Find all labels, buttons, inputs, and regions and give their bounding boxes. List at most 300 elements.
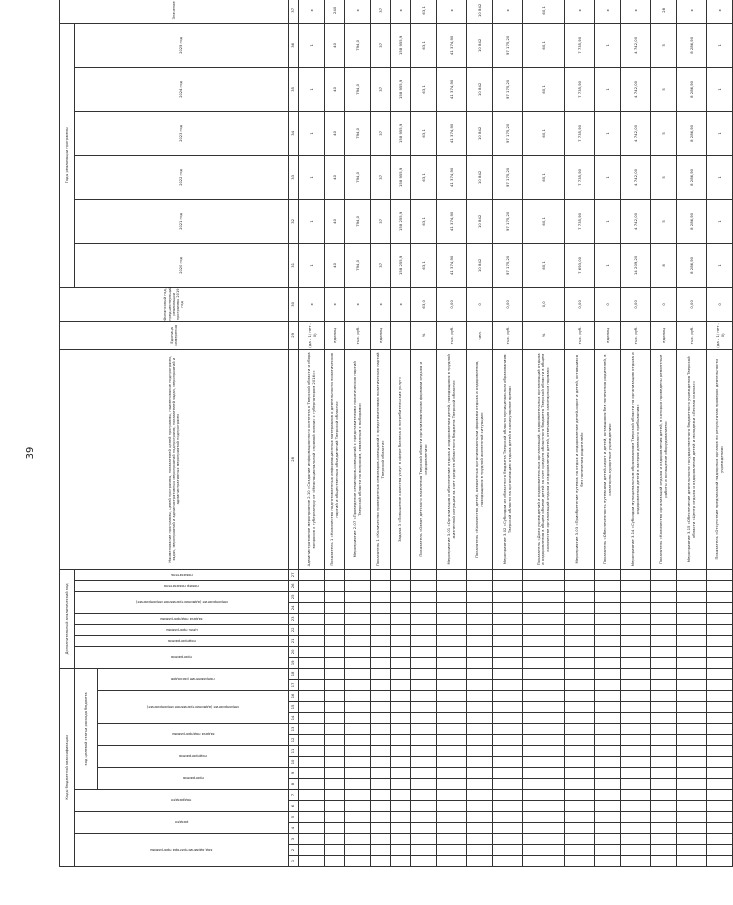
code-cell bbox=[467, 569, 493, 580]
code-cell bbox=[595, 635, 621, 646]
code-cell bbox=[467, 680, 493, 691]
code-cell bbox=[345, 613, 371, 624]
code-cell bbox=[523, 702, 565, 713]
code-cell bbox=[677, 779, 707, 790]
row-fin-year: 63,0 bbox=[411, 287, 437, 321]
header-fin-year: Финансовый год, предшествующий реализации программы 2019 год bbox=[60, 287, 289, 321]
code-cell bbox=[371, 757, 391, 768]
row-fin-year: 0 bbox=[651, 287, 677, 321]
row-year-value: 1 bbox=[595, 111, 621, 155]
code-cell bbox=[493, 735, 523, 746]
code-cell bbox=[411, 801, 437, 812]
code-cell bbox=[565, 602, 595, 613]
code-cell bbox=[677, 591, 707, 602]
row-target: х bbox=[565, 0, 595, 23]
code-cell bbox=[677, 569, 707, 580]
column-number: 36 bbox=[289, 23, 299, 67]
header-year: 2025 год bbox=[75, 23, 289, 67]
code-cell bbox=[677, 746, 707, 757]
row-target: х bbox=[299, 0, 325, 23]
row-name: Показатель 1 «Количество подготовленных информационных материалов о деятельности политических партий и общественных объединений Тверской области» bbox=[325, 349, 345, 569]
code-cell bbox=[299, 735, 325, 746]
code-cell bbox=[677, 713, 707, 724]
code-cell bbox=[345, 735, 371, 746]
row-year-value: 1 bbox=[299, 243, 325, 287]
table-row bbox=[437, 0, 467, 867]
code-cell bbox=[299, 668, 325, 679]
row-unit: (да - 1/ нет - 0) bbox=[299, 321, 325, 349]
code-cell bbox=[707, 591, 733, 602]
code-cell bbox=[467, 591, 493, 602]
code-cell bbox=[371, 713, 391, 724]
column-number: 5 bbox=[289, 812, 299, 823]
code-cell bbox=[437, 702, 467, 713]
code-cell bbox=[371, 779, 391, 790]
code-cell bbox=[371, 635, 391, 646]
code-cell bbox=[707, 613, 733, 624]
code-cell bbox=[523, 713, 565, 724]
row-year-value: 8 bbox=[651, 243, 677, 287]
row-unit: тыс. руб. bbox=[677, 321, 707, 349]
code-cell bbox=[565, 823, 595, 834]
code-cell bbox=[467, 834, 493, 845]
header-year: 2023 год bbox=[75, 111, 289, 155]
code-cell bbox=[345, 779, 371, 790]
code-cell bbox=[391, 812, 411, 823]
code-cell bbox=[595, 691, 621, 702]
table-row bbox=[565, 0, 595, 867]
code-cell bbox=[707, 856, 733, 867]
code-cell bbox=[437, 746, 467, 757]
column-number: 2 bbox=[289, 845, 299, 856]
row-target: х bbox=[621, 0, 651, 23]
code-cell bbox=[621, 757, 651, 768]
code-cell bbox=[345, 812, 371, 823]
code-cell bbox=[391, 580, 411, 591]
code-cell bbox=[325, 856, 345, 867]
code-cell bbox=[565, 580, 595, 591]
row-year-value: 8 286,90 bbox=[677, 23, 707, 67]
code-cell bbox=[437, 768, 467, 779]
code-cell bbox=[523, 735, 565, 746]
row-year-value: 41 374,90 bbox=[437, 23, 467, 67]
code-cell bbox=[621, 779, 651, 790]
row-year-value: 10 842 bbox=[467, 155, 493, 199]
code-cell bbox=[371, 691, 391, 702]
code-cell bbox=[621, 680, 651, 691]
row-name: Показатель «Отсутствие предписаний надзорных органов по результатам проверок деятельности учреждения» bbox=[707, 349, 733, 569]
code-cell bbox=[391, 724, 411, 735]
code-cell bbox=[621, 790, 651, 801]
header-name: Наименование программы, целей программы, показателей целей программы, наименование подпрограмм, задач, мероприятий и административных мероприятий подпрограмм, показателей задач, мероприятий и административных мероприятий подпрограмм bbox=[60, 349, 289, 569]
code-cell bbox=[411, 680, 437, 691]
column-number: 20 bbox=[289, 646, 299, 657]
row-year-value: 5 bbox=[651, 23, 677, 67]
code-cell bbox=[437, 668, 467, 679]
row-year-value: 5 bbox=[651, 111, 677, 155]
code-cell bbox=[523, 635, 565, 646]
code-cell bbox=[595, 569, 621, 580]
row-year-value: 7 735,90 bbox=[565, 23, 595, 67]
row-year-value: 37 bbox=[371, 23, 391, 67]
row-name: Показатель «Охват детского населения Тверской области организованными формами отдыха и оздоровления» bbox=[411, 349, 437, 569]
code-cell bbox=[565, 801, 595, 812]
code-cell bbox=[621, 735, 651, 746]
row-unit bbox=[391, 321, 411, 349]
header-razdel: раздел bbox=[75, 812, 289, 834]
row-year-value: 8 286,90 bbox=[677, 67, 707, 111]
code-cell bbox=[565, 657, 595, 668]
code-cell bbox=[651, 757, 677, 768]
header-direction: направление расходов bbox=[98, 668, 289, 690]
row-year-value: 41 374,90 bbox=[437, 67, 467, 111]
table-row bbox=[299, 0, 325, 867]
row-year-value: 1 bbox=[707, 67, 733, 111]
code-cell bbox=[325, 823, 345, 834]
row-fin-year: 0,00 bbox=[621, 287, 651, 321]
table-header bbox=[60, 0, 299, 867]
code-cell bbox=[411, 635, 437, 646]
code-cell bbox=[565, 591, 595, 602]
code-cell bbox=[467, 724, 493, 735]
code-cell bbox=[651, 801, 677, 812]
code-cell bbox=[707, 812, 733, 823]
code-cell bbox=[677, 646, 707, 657]
code-cell bbox=[411, 691, 437, 702]
header-ex-goal: цель программы bbox=[75, 624, 289, 635]
row-year-value: 63,1 bbox=[411, 243, 437, 287]
code-cell bbox=[595, 580, 621, 591]
code-cell bbox=[371, 724, 391, 735]
code-cell bbox=[467, 768, 493, 779]
row-unit: % bbox=[411, 321, 437, 349]
code-cell bbox=[437, 713, 467, 724]
code-cell bbox=[707, 680, 733, 691]
code-cell bbox=[595, 735, 621, 746]
code-cell bbox=[437, 790, 467, 801]
code-cell bbox=[493, 779, 523, 790]
code-cell bbox=[651, 635, 677, 646]
row-year-value: 794,0 bbox=[345, 243, 371, 287]
column-number: 16 bbox=[289, 691, 299, 702]
code-cell bbox=[565, 702, 595, 713]
code-cell bbox=[325, 790, 345, 801]
code-cell bbox=[371, 768, 391, 779]
code-cell bbox=[565, 812, 595, 823]
row-target: х bbox=[707, 0, 733, 23]
code-cell bbox=[565, 724, 595, 735]
code-cell bbox=[523, 591, 565, 602]
code-cell bbox=[493, 746, 523, 757]
code-cell bbox=[677, 624, 707, 635]
code-cell bbox=[299, 613, 325, 624]
row-year-value: 7 735,90 bbox=[565, 111, 595, 155]
code-cell bbox=[345, 702, 371, 713]
code-cell bbox=[391, 757, 411, 768]
row-year-value: 8 286,90 bbox=[677, 111, 707, 155]
code-cell bbox=[437, 580, 467, 591]
code-cell bbox=[345, 580, 371, 591]
code-cell bbox=[523, 779, 565, 790]
code-cell bbox=[371, 613, 391, 624]
row-year-value: 40 bbox=[325, 155, 345, 199]
column-number: 4 bbox=[289, 823, 299, 834]
code-cell bbox=[651, 724, 677, 735]
code-cell bbox=[595, 657, 621, 668]
header-budget-codes: Коды бюджетной классификации bbox=[60, 668, 75, 866]
code-cell bbox=[345, 635, 371, 646]
code-cell bbox=[467, 757, 493, 768]
code-cell bbox=[565, 613, 595, 624]
code-cell bbox=[325, 657, 345, 668]
code-cell bbox=[677, 856, 707, 867]
column-number: 25 bbox=[289, 591, 299, 602]
code-cell bbox=[493, 569, 523, 580]
row-year-value: 37 bbox=[371, 199, 391, 243]
code-cell bbox=[411, 602, 437, 613]
code-cell bbox=[621, 812, 651, 823]
row-name: Показатель «Количество организаций отдыха и оздоровления детей, в которых проведены ремонтные работы и оснащение оборудованием» bbox=[651, 349, 677, 569]
code-cell bbox=[493, 801, 523, 812]
code-cell bbox=[345, 801, 371, 812]
row-year-value: 1 bbox=[707, 243, 733, 287]
row-year-value: 4 742,00 bbox=[621, 23, 651, 67]
row-target: х bbox=[345, 0, 371, 23]
table-row bbox=[371, 0, 391, 867]
code-cell bbox=[299, 790, 325, 801]
code-cell bbox=[651, 668, 677, 679]
code-cell bbox=[493, 790, 523, 801]
code-cell bbox=[371, 735, 391, 746]
row-fin-year: х bbox=[391, 287, 411, 321]
row-unit: единиц bbox=[651, 321, 677, 349]
code-cell bbox=[677, 801, 707, 812]
code-cell bbox=[651, 691, 677, 702]
code-cell bbox=[345, 680, 371, 691]
table-row bbox=[391, 0, 411, 867]
header-ex-activity: мероприятие (административное мероприятие) bbox=[75, 591, 289, 613]
code-cell bbox=[411, 668, 437, 679]
row-fin-year: 0,00 bbox=[437, 287, 467, 321]
row-year-value: 40 bbox=[325, 243, 345, 287]
code-cell bbox=[391, 680, 411, 691]
row-year-value: 60,1 bbox=[523, 23, 565, 67]
code-cell bbox=[391, 613, 411, 624]
column-number: 22 bbox=[289, 624, 299, 635]
row-year-value: 41 374,90 bbox=[437, 155, 467, 199]
table-row bbox=[651, 0, 677, 867]
code-cell bbox=[565, 680, 595, 691]
code-cell bbox=[325, 812, 345, 823]
code-cell bbox=[325, 702, 345, 713]
column-number: 19 bbox=[289, 657, 299, 668]
code-cell bbox=[371, 569, 391, 580]
column-number: 11 bbox=[289, 746, 299, 757]
code-cell bbox=[651, 624, 677, 635]
code-cell bbox=[345, 569, 371, 580]
code-cell bbox=[299, 779, 325, 790]
code-cell bbox=[493, 580, 523, 591]
row-name: Показатель «Доля учреждений и оздоровительных организаций, оздоровительных организаций отдыха и оздоровления в общем объеме детей за счет средств областного бюджета Тверской области в общем количестве организаций отдыха и оздоровления детей, отвечающих санитарным нормам» bbox=[523, 349, 565, 569]
column-number: 15 bbox=[289, 702, 299, 713]
code-cell bbox=[437, 834, 467, 845]
code-cell bbox=[621, 580, 651, 591]
code-cell bbox=[371, 845, 391, 856]
column-number: 17 bbox=[289, 680, 299, 691]
code-cell bbox=[595, 680, 621, 691]
code-cell bbox=[371, 702, 391, 713]
code-cell bbox=[467, 624, 493, 635]
row-year-value: 97 175,20 bbox=[493, 111, 523, 155]
code-cell bbox=[651, 768, 677, 779]
code-cell bbox=[651, 613, 677, 624]
code-cell bbox=[467, 856, 493, 867]
header-task: задача подпрограммы bbox=[98, 724, 289, 746]
code-cell bbox=[651, 702, 677, 713]
header-activity: мероприятие (административное мероприятие) bbox=[98, 691, 289, 724]
column-number: 8 bbox=[289, 779, 299, 790]
row-year-value: 14 209,20 bbox=[621, 243, 651, 287]
code-cell bbox=[437, 691, 467, 702]
code-cell bbox=[345, 657, 371, 668]
code-cell bbox=[391, 779, 411, 790]
row-target: 10 842 bbox=[467, 0, 493, 23]
code-cell bbox=[299, 646, 325, 657]
code-cell bbox=[493, 702, 523, 713]
code-cell bbox=[345, 691, 371, 702]
row-year-value: 41 374,90 bbox=[437, 111, 467, 155]
code-cell bbox=[565, 768, 595, 779]
code-cell bbox=[677, 691, 707, 702]
code-cell bbox=[707, 702, 733, 713]
code-cell bbox=[391, 691, 411, 702]
header-expense-code: код целевой статьи расхода бюджета bbox=[75, 668, 98, 789]
code-cell bbox=[325, 624, 345, 635]
header-ex-task: задача подпрограммы bbox=[75, 613, 289, 624]
code-cell bbox=[523, 646, 565, 657]
code-cell bbox=[437, 724, 467, 735]
code-cell bbox=[391, 856, 411, 867]
code-cell bbox=[467, 746, 493, 757]
code-cell bbox=[651, 646, 677, 657]
code-cell bbox=[707, 624, 733, 635]
row-year-value: 158 955,9 bbox=[391, 23, 411, 67]
code-cell bbox=[299, 746, 325, 757]
code-cell bbox=[595, 646, 621, 657]
code-cell bbox=[565, 790, 595, 801]
row-fin-year: 0 bbox=[467, 287, 493, 321]
code-cell bbox=[565, 746, 595, 757]
table-row bbox=[493, 0, 523, 867]
code-cell bbox=[565, 735, 595, 746]
code-cell bbox=[523, 812, 565, 823]
row-name: Задача 3 «Повышение качества услуг в сфере бизнеса и потребительских услуг» bbox=[391, 349, 411, 569]
code-cell bbox=[345, 768, 371, 779]
code-cell bbox=[467, 845, 493, 856]
row-year-value: 63,1 bbox=[411, 199, 437, 243]
code-cell bbox=[621, 624, 651, 635]
code-cell bbox=[299, 823, 325, 834]
code-cell bbox=[621, 591, 651, 602]
table-row bbox=[467, 0, 493, 867]
code-cell bbox=[325, 635, 345, 646]
code-cell bbox=[299, 702, 325, 713]
code-cell bbox=[391, 834, 411, 845]
column-number: 30 bbox=[289, 287, 299, 321]
code-cell bbox=[411, 591, 437, 602]
code-cell bbox=[437, 613, 467, 624]
code-cell bbox=[345, 591, 371, 602]
code-cell bbox=[565, 834, 595, 845]
code-cell bbox=[707, 779, 733, 790]
code-cell bbox=[391, 646, 411, 657]
code-cell bbox=[437, 591, 467, 602]
row-year-value: 4 742,00 bbox=[621, 111, 651, 155]
header-admin: код администратора программы bbox=[75, 834, 289, 867]
code-cell bbox=[299, 812, 325, 823]
row-target: 37 bbox=[371, 0, 391, 23]
row-year-value: 37 bbox=[371, 155, 391, 199]
row-year-value: 7 735,90 bbox=[565, 199, 595, 243]
row-year-value: 8 286,90 bbox=[677, 199, 707, 243]
code-cell bbox=[345, 746, 371, 757]
row-year-value: 4 742,00 bbox=[621, 199, 651, 243]
code-cell bbox=[437, 823, 467, 834]
code-cell bbox=[345, 856, 371, 867]
row-fin-year: х bbox=[345, 287, 371, 321]
code-cell bbox=[707, 668, 733, 679]
code-cell bbox=[523, 834, 565, 845]
code-cell bbox=[437, 657, 467, 668]
code-cell bbox=[565, 713, 595, 724]
row-fin-year: 0 bbox=[595, 287, 621, 321]
row-name: Административное мероприятие 2.10 «Создание информационного контента о Тверской области и сбора вопросов к губернатору от «Межнациональной «прямой линии» с губернатором 2016»» bbox=[299, 349, 325, 569]
code-cell bbox=[523, 657, 565, 668]
code-cell bbox=[621, 657, 651, 668]
code-cell bbox=[677, 668, 707, 679]
code-cell bbox=[677, 724, 707, 735]
code-cell bbox=[325, 591, 345, 602]
code-cell bbox=[707, 657, 733, 668]
column-number: 23 bbox=[289, 613, 299, 624]
row-name: Показатель 1 «Количество проведенных семинаров-совещаний с представителями политических партий Тверской области» bbox=[371, 349, 391, 569]
code-cell bbox=[621, 691, 651, 702]
column-number: 37 bbox=[289, 0, 299, 23]
code-cell bbox=[371, 856, 391, 867]
code-cell bbox=[299, 845, 325, 856]
code-cell bbox=[345, 668, 371, 679]
code-cell bbox=[299, 713, 325, 724]
code-cell bbox=[523, 602, 565, 613]
row-fin-year: 0,00 bbox=[493, 287, 523, 321]
column-number: 9 bbox=[289, 768, 299, 779]
header-years-group: Годы реализации программы bbox=[60, 23, 75, 287]
code-cell bbox=[677, 602, 707, 613]
row-year-value: 158 955,9 bbox=[391, 67, 411, 111]
code-cell bbox=[621, 668, 651, 679]
code-cell bbox=[371, 624, 391, 635]
code-cell bbox=[707, 746, 733, 757]
code-cell bbox=[523, 801, 565, 812]
code-cell bbox=[595, 713, 621, 724]
header-ex-subprogram: подпрограмма bbox=[75, 635, 289, 646]
code-cell bbox=[299, 624, 325, 635]
code-cell bbox=[371, 646, 391, 657]
code-cell bbox=[595, 724, 621, 735]
row-year-value: 97 175,20 bbox=[493, 243, 523, 287]
code-cell bbox=[411, 646, 437, 657]
header-year: 2024 год bbox=[75, 67, 289, 111]
